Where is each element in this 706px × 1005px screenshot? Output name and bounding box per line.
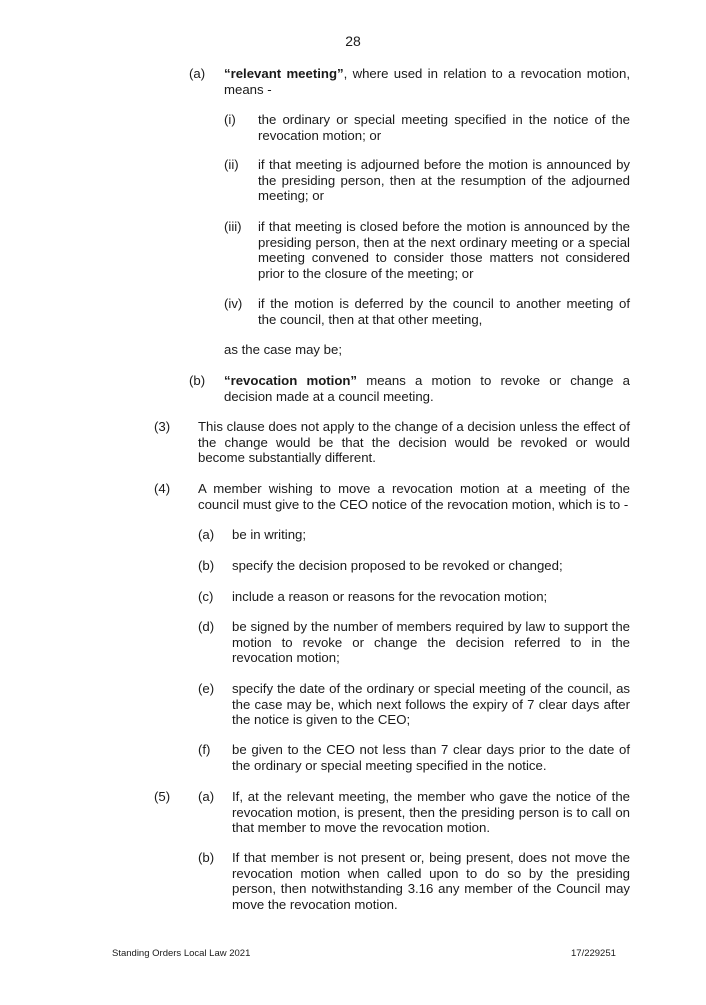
item-4e-text: specify the date of the ordinary or special meeting of the council, as the case may be, which next follows the expiry of 7 clear days after the notice is given to the CEO; [232,681,630,728]
item-5b-label: (b) [198,850,215,865]
clause-2b-definition: means a motion to revoke or change a decision made at a council meeting. [224,373,630,404]
clause-2a-label: (a) [189,66,206,81]
clause-2a-trailer: as the case may be; [224,342,343,357]
item-2a-iii-text: if that meeting is closed before the motion is announced by the presiding person, then at the next ordinary meeting or a special meeting convened to consider those matters not considered prior to the closure of the meeting; or [258,219,630,281]
item-2a-i-label: (i) [224,112,236,127]
item-4e-label: (e) [198,681,215,696]
footer-document-title: Standing Orders Local Law 2021 [112,948,251,959]
item-4a-text: be in writing; [232,527,307,542]
clause-3-label: (3) [154,419,171,434]
item-4a-label: (a) [198,527,215,542]
item-2a-iv-text: if the motion is deferred by the council to another meeting of the council, then at that other meeting, [258,296,630,327]
term-relevant-meeting: “relevant meeting” [224,66,344,81]
item-2a-iv-label: (iv) [224,296,243,311]
item-4f-text: be given to the CEO not less than 7 clear days prior to the date of the ordinary or special meeting specified in the notice. [232,742,630,773]
item-5b-text: If that member is not present or, being present, does not move the revocation motion when called upon to do so by the presiding person, then notwithstanding 3.16 any member of the Council may move the revocation motion. [232,850,630,912]
item-4f-label: (f) [198,742,211,757]
clause-2a-definition: , where used in relation to a revocation motion, means - [224,66,630,97]
item-4d-text: be signed by the number of members required by law to support the motion to revoke or change the decision referred to in the revocation motion; [232,619,630,666]
item-4b-label: (b) [198,558,215,573]
clause-2b-text [224,373,630,404]
item-2a-ii-text: if that meeting is adjourned before the motion is announced by the presiding person, then at the resumption of the adjourned meeting; or [258,157,630,204]
clause-3-text: This clause does not apply to the change of a decision unless the effect of the change would be that the decision would be revoked or would become substantially different. [198,419,630,466]
item-5a-text: If, at the relevant meeting, the member who gave the notice of the revocation motion, is present, then the presiding person is to call on that member to move the revocation motion. [232,789,630,836]
item-2a-iii-label: (iii) [224,219,242,234]
item-4d-label: (d) [198,619,215,634]
clause-5-label: (5) [154,789,171,804]
item-2a-i-text: the ordinary or special meeting specified in the notice of the revocation motion; or [258,112,630,143]
clause-4-label: (4) [154,481,171,496]
item-4c-text: include a reason or reasons for the revocation motion; [232,589,548,604]
item-4b-text: specify the decision proposed to be revoked or changed; [232,558,563,573]
footer-document-number: 17/229251 [571,948,616,959]
term-revocation-motion: “revocation motion” [224,373,358,388]
item-4c-label: (c) [198,589,214,604]
clause-4-text: A member wishing to move a revocation motion at a meeting of the council must give to the CEO notice of the revocation motion, which is to - [198,481,630,512]
clause-2a-text [224,66,630,97]
item-5a-label: (a) [198,789,215,804]
clause-2b-label: (b) [189,373,206,388]
page-number: 28 [345,33,361,49]
item-2a-ii-label: (ii) [224,157,239,172]
